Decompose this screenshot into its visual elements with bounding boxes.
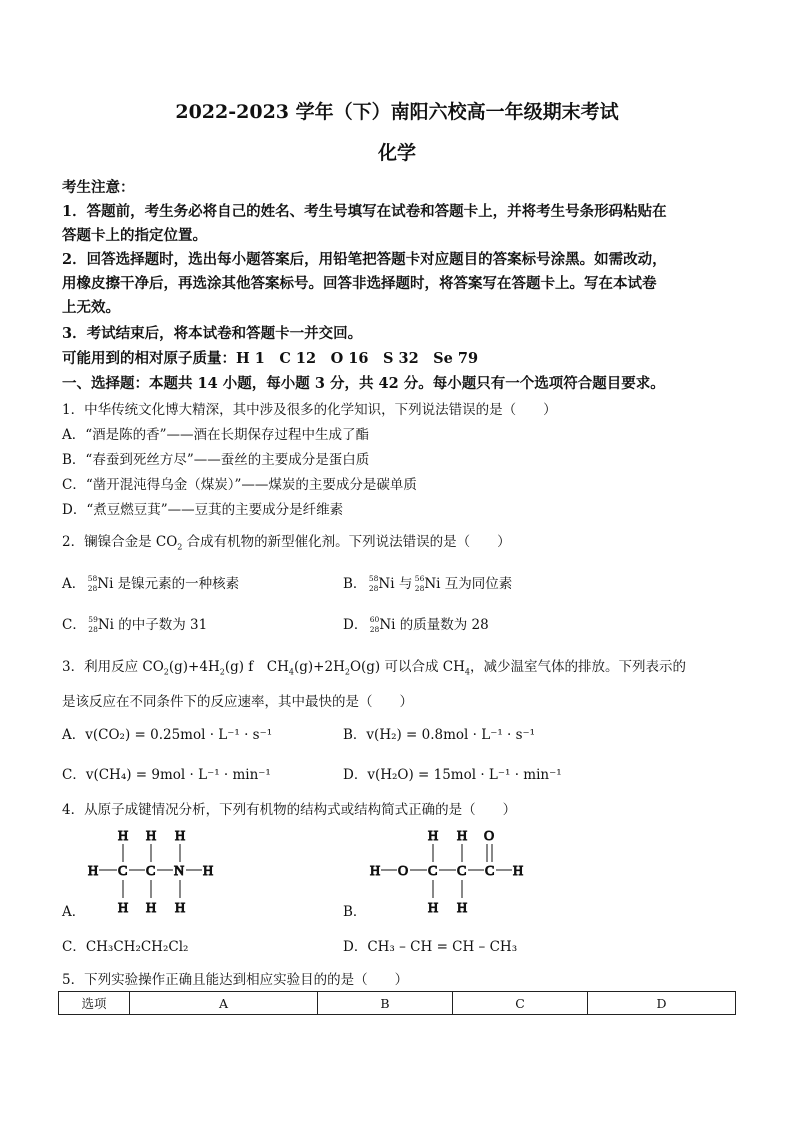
notice-item-3: 3．考试结束后，将本试卷和答题卡一并交回。 xyxy=(62,325,363,342)
atom-o: O xyxy=(398,864,409,879)
notice-item-2-line-3: 上无效。 xyxy=(62,299,120,316)
question-1-option-c: C．“凿开混沌得乌金（煤炭）”——煤炭的主要成分是碳单质 xyxy=(62,477,417,493)
notice-item-2-line-1: 2．回答选择题时，选出每小题答案后，用铅笔把答题卡对应题目的答案标号涂黑。如需改动， xyxy=(62,251,667,268)
atom-o: O xyxy=(484,829,495,844)
question-2-option-c: C． 59 28 Ni 的中子数为 31 xyxy=(62,614,208,634)
question-4-option-b-label: B． xyxy=(343,904,367,920)
question-2-option-d: D． 60 28 Ni 的质量数为 28 xyxy=(343,614,489,634)
exam-title: 2022-2023 学年（下）南阳六校高一年级期末考试 xyxy=(175,101,619,123)
question-1-option-a: A．“酒是陈的香”——酒在长期保存过程中生成了酯 xyxy=(62,427,370,443)
notice-heading: 考生注意： xyxy=(62,179,135,196)
question-1-option-b: B．“春蚕到死丝方尽”——蚕丝的主要成分是蛋白质 xyxy=(62,452,370,468)
atom-c: C xyxy=(428,864,438,879)
notice-item-1-line-2: 答题卡上的指定位置。 xyxy=(62,227,207,244)
question-4-stem: 4．从原子成键情况分析，下列有机物的结构式或结构简式正确的是（ ） xyxy=(62,802,517,818)
question-2-option-a: A． 58 28 Ni 是镍元素的一种核素 xyxy=(62,573,240,593)
atom-h: H xyxy=(146,901,157,916)
table-header-cell: 选项 xyxy=(59,992,130,1015)
table-header-cell: B xyxy=(318,992,453,1015)
question-5-stem: 5．下列实验操作正确且能达到相应实验目的的是（ ） xyxy=(62,972,409,988)
question-2-option-b: B． 58 28 Ni 与 56 28 Ni 互为同位素 xyxy=(343,573,513,593)
atomic-masses: 可能用到的相对原子质量：H 1 C 12 O 16 S 32 Se 79 xyxy=(62,350,479,367)
atom-h: H xyxy=(146,829,157,844)
question-1-stem: 1．中华传统文化博大精深，其中涉及很多的化学知识，下列说法错误的是（ ） xyxy=(62,402,557,418)
atom-h: H xyxy=(175,829,186,844)
question-4-option-c: C．CH₃CH₂CH₂Cl₂ xyxy=(62,939,189,955)
notice-item-2-line-2: 用橡皮擦干净后，再选涂其他答案标号。回答非选择题时，将答案写在答题卡上。写在本试卷 xyxy=(62,275,657,292)
atom-h: H xyxy=(118,901,129,916)
exam-subject: 化学 xyxy=(377,142,416,164)
question-4-option-d: D．CH₃ – CH = CH – CH₃ xyxy=(343,939,518,955)
atom-h: H xyxy=(513,864,524,879)
question-3-option-b: B．v(H₂) = 0.8mol · L⁻¹ · s⁻¹ xyxy=(343,727,536,743)
atom-h: H xyxy=(457,829,468,844)
atom-c: C xyxy=(118,864,128,879)
question-3-option-a: A．v(CO₂) = 0.25mol · L⁻¹ · s⁻¹ xyxy=(62,727,273,743)
table-header-cell: C xyxy=(453,992,588,1015)
atom-c: C xyxy=(457,864,467,879)
question-3-option-c: C．v(CH₄) = 9mol · L⁻¹ · min⁻¹ xyxy=(62,767,271,783)
table-header-row xyxy=(59,992,736,1015)
atom-c: C xyxy=(485,864,495,879)
atom-n: N xyxy=(174,864,185,879)
atom-h: H xyxy=(175,901,186,916)
atom-h: H xyxy=(118,829,129,844)
question-4-option-a-label: A． xyxy=(62,904,86,920)
table-header-cell: D xyxy=(588,992,736,1015)
atom-h: H xyxy=(428,829,439,844)
question-3-stem-line-2: 是该反应在不同条件下的反应速率，其中最快的是（ ） xyxy=(62,694,413,710)
question-3-stem: 3．利用反应 $CO_2(g)+4H_2(g)$ f $CH_4(g)+2H_2O(g)$ 可以合成 $CH_4$，减少温室气体的排放。下列表示的 xyxy=(62,659,686,677)
question-2-stem: 2．镧镍合金是 $CO_2$ 合成有机物的新型催化剂。下列说法错误的是（ ） xyxy=(62,534,511,552)
notice-item-1-line-1: 1．答题前，考生务必将自己的姓名、考生号填写在试卷和答题卡上，并将考生号条形码粘贴在 xyxy=(62,203,667,220)
question-1-option-d: D．“煮豆燃豆萁”——豆萁的主要成分是纤维素 xyxy=(62,502,344,518)
atom-h: H xyxy=(88,864,99,879)
atom-h: H xyxy=(370,864,381,879)
atom-h: H xyxy=(203,864,214,879)
table-header-cell: A xyxy=(130,992,318,1015)
atom-c: C xyxy=(146,864,156,879)
atom-h: H xyxy=(428,901,439,916)
section-heading: 一、选择题：本题共 14 小题，每小题 3 分，共 42 分。每小题只有一个选项符合题目要求。 xyxy=(62,375,665,392)
atom-h: H xyxy=(457,901,468,916)
question-5-table xyxy=(58,991,736,1015)
structural-formula-b xyxy=(366,824,536,916)
question-3-option-d: D．v(H₂O) = 15mol · L⁻¹ · min⁻¹ xyxy=(343,767,562,783)
structural-formula-a xyxy=(84,824,234,916)
